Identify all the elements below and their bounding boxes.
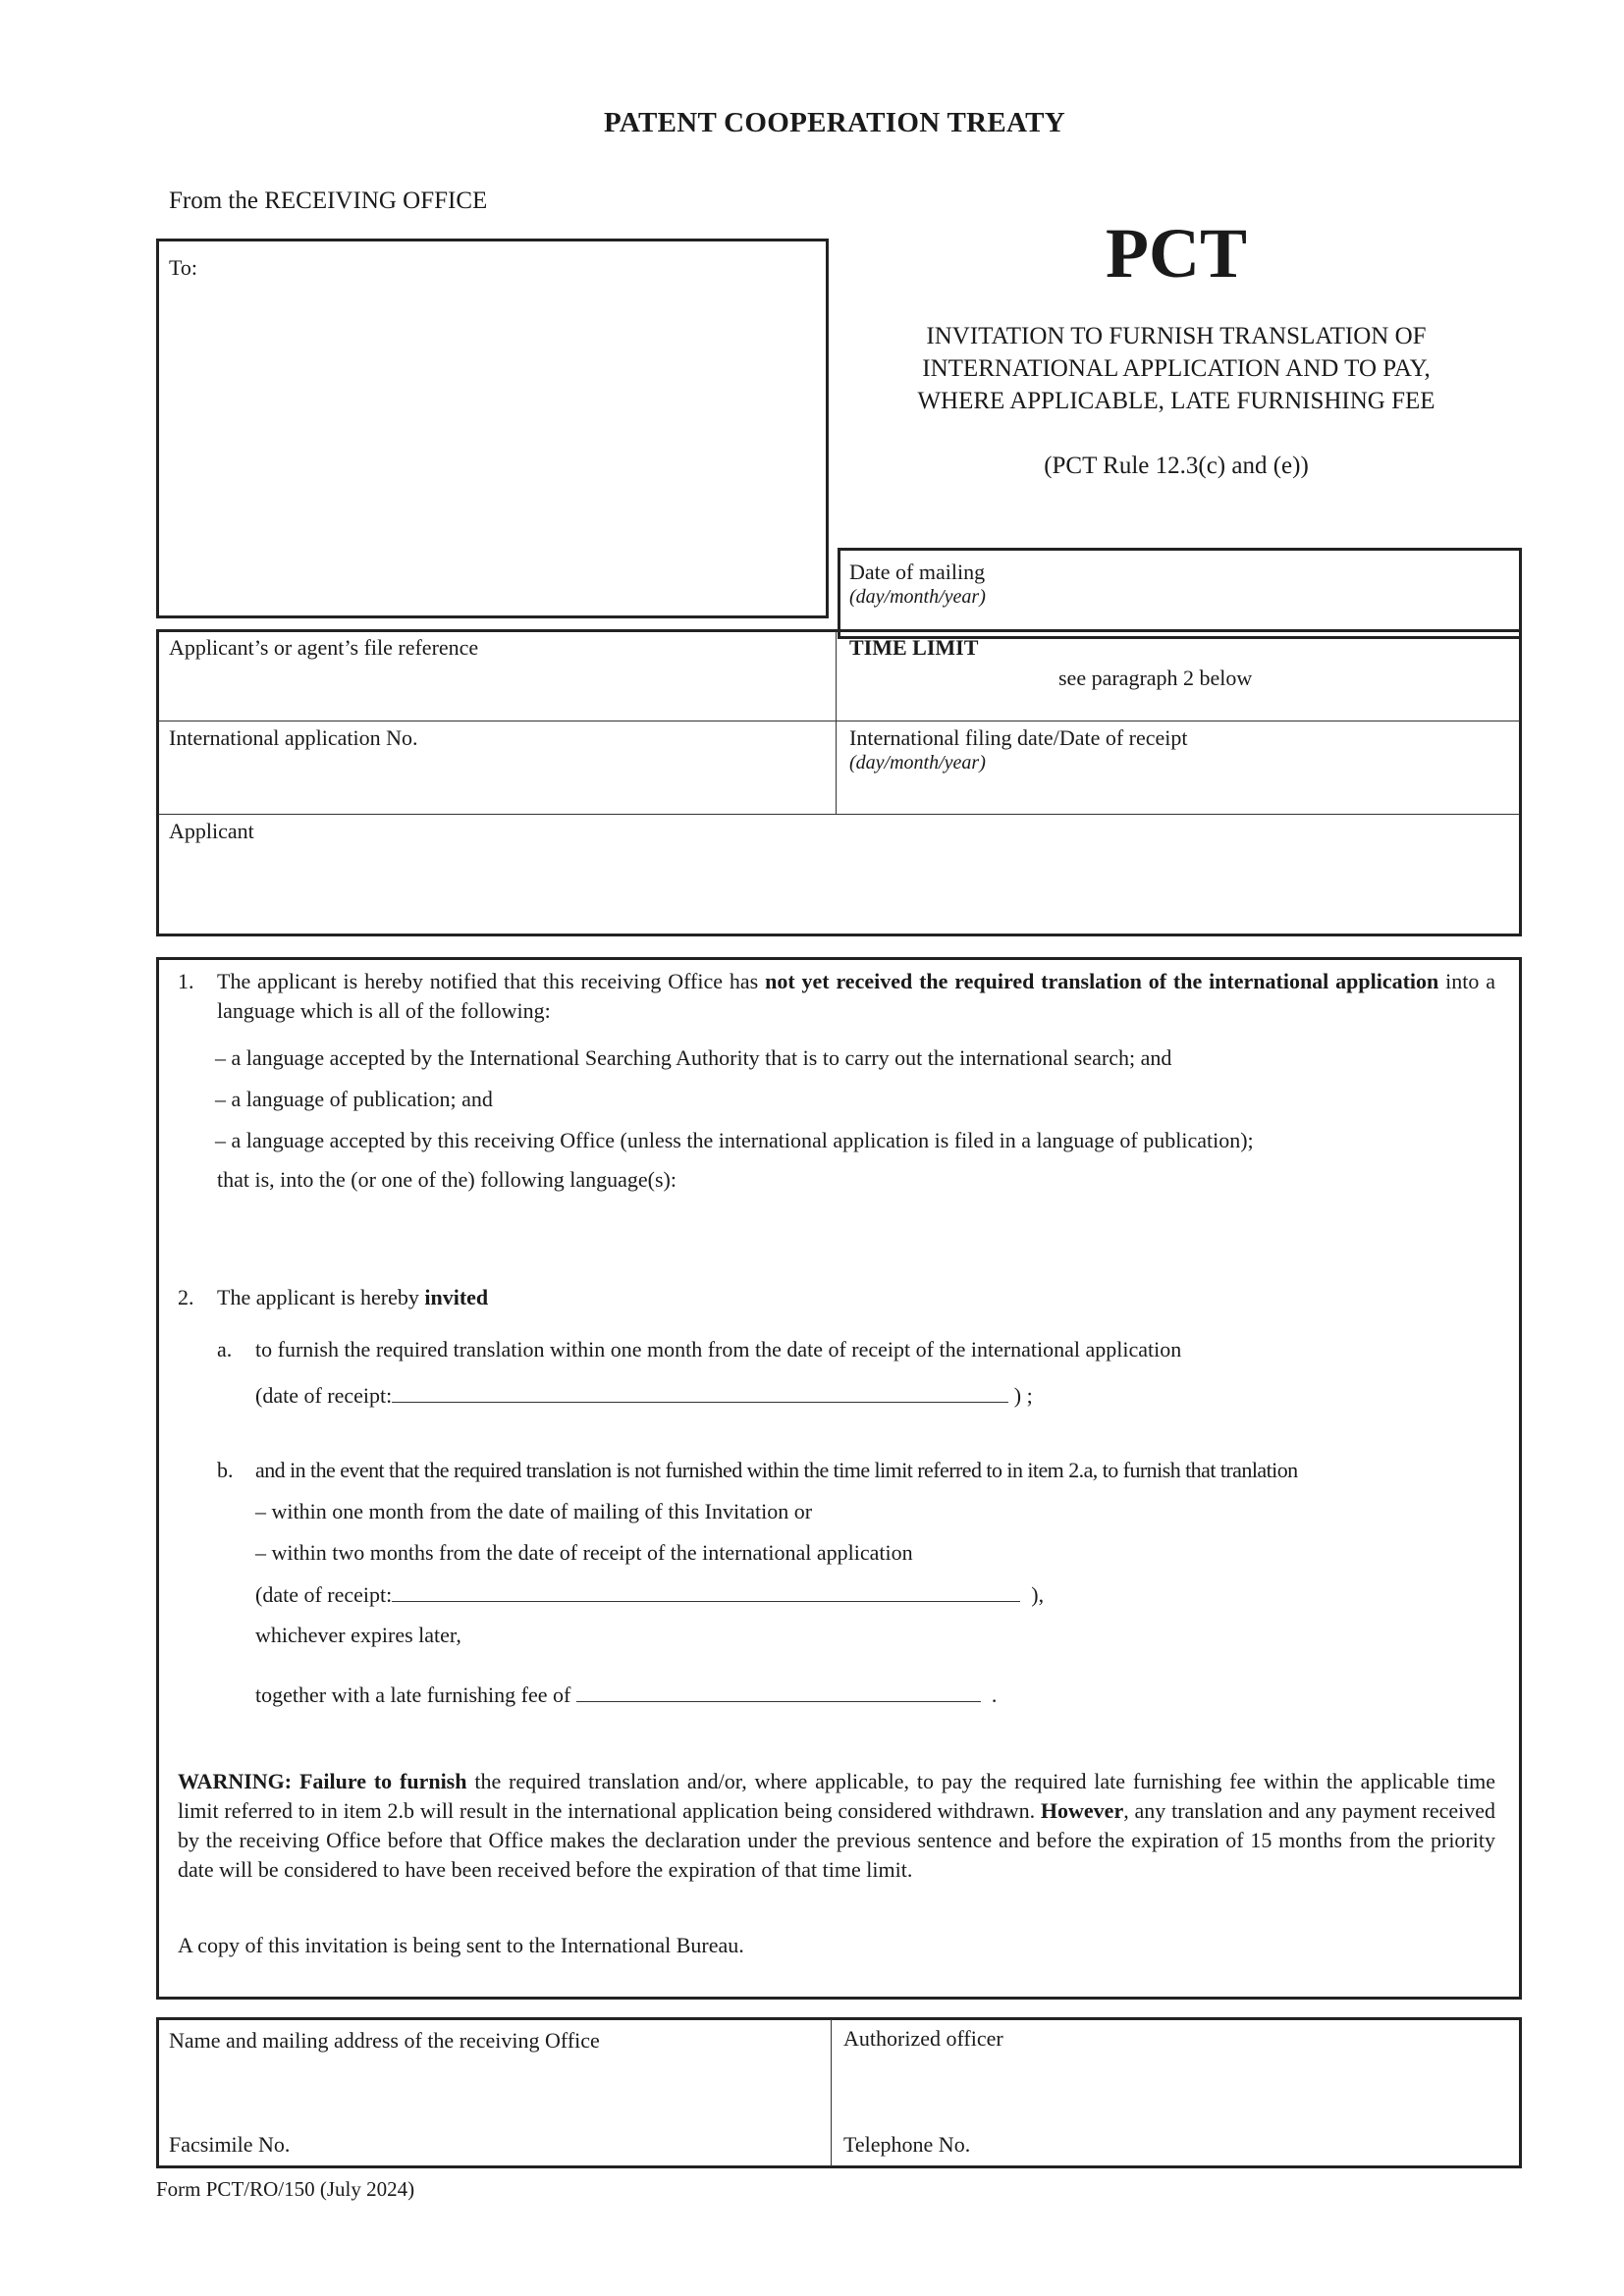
office-address-label: Name and mailing address of the receiving Office: [169, 2028, 600, 2053]
warning-emphasis: Failure to furnish: [298, 1769, 467, 1793]
paragraph-1-text: The applicant is hereby notified that this receiving Office has not yet received the required translation of the international application into a language which is all of the following:: [217, 969, 1495, 1023]
page-title: PATENT COOPERATION TREATY: [604, 107, 1065, 138]
whichever-later-text: whichever expires later,: [255, 1623, 461, 1647]
item-b-option-2: – within two months from the date of receipt of the international application: [255, 1540, 913, 1565]
target-languages-label: that is, into the (or one of the) following language(s):: [217, 1167, 677, 1192]
late-fee-line: together with a late furnishing fee of .: [255, 1680, 997, 1710]
application-details-grid: [156, 629, 1522, 936]
date-of-receipt-b-field[interactable]: [392, 1579, 1020, 1602]
telephone-label: Telephone No.: [843, 2132, 971, 2157]
item-b-date-line: (date of receipt: ),: [255, 1579, 1044, 1610]
paragraph-1-emphasis: not yet received the required translation of the international application: [765, 969, 1439, 993]
paragraph-1-number: 1.: [178, 969, 194, 993]
document-title-line-2: INTERNATIONAL APPLICATION AND TO PAY,: [922, 355, 1431, 382]
warning-however: However: [1040, 1798, 1124, 1823]
date-of-receipt-a-field[interactable]: [392, 1380, 1008, 1403]
item-b-option-1: – within one month from the date of mailing of this Invitation or: [255, 1499, 813, 1523]
grid-divider-2: [158, 814, 1520, 815]
from-office-label: From the RECEIVING OFFICE: [169, 187, 488, 214]
language-condition-3: – a language accepted by this receiving Office (unless the international application is filed in a language of publication);: [215, 1128, 1254, 1152]
item-a-text: to furnish the required translation within one month from the date of receipt of the international application: [255, 1337, 1182, 1362]
item-a-date-line: (date of receipt: ) ;: [255, 1380, 1033, 1411]
paragraph-2-text: The applicant is hereby invited: [217, 1285, 489, 1309]
warning-text: WARNING: Failure to furnish the required translation and/or, where applicable, to pay the required late furnishing fee within the applicable time limit referred to in item 2.b will result in the international application being considered withdrawn. However, any translation and any payment received by the receiving Office before that Office makes the declaration under the previous sentence and before the expiration of 15 months from the priority date will be considered to have been received before the expiration of that time limit.: [178, 1769, 1495, 1882]
applicant-label: Applicant: [169, 819, 254, 843]
time-limit-label: TIME LIMIT: [849, 635, 979, 660]
form-identifier: Form PCT/RO/150 (July 2024): [156, 2177, 415, 2201]
time-limit-note: see paragraph 2 below: [1058, 666, 1253, 690]
paragraph-2-number: 2.: [178, 1285, 194, 1309]
pct-logo-text: PCT: [1106, 214, 1247, 293]
footer-divider: [831, 2019, 832, 2166]
facsimile-label: Facsimile No.: [169, 2132, 291, 2157]
document-title-line-3: WHERE APPLICABLE, LATE FURNISHING FEE: [917, 388, 1435, 414]
paragraph-2-emphasis: invited: [424, 1285, 489, 1309]
to-label: To:: [169, 255, 198, 280]
item-b-label: b.: [217, 1458, 234, 1482]
grid-divider-vertical: [836, 631, 837, 815]
authorized-officer-label: Authorized officer: [843, 2026, 1003, 2051]
filing-date-format-hint: (day/month/year): [849, 752, 986, 774]
language-condition-2: – a language of publication; and: [215, 1087, 493, 1111]
late-fee-amount-field[interactable]: [576, 1680, 981, 1702]
item-b-text: and in the event that the required translation is not furnished within the time limit referred to in item 2.a, to furnish that tranlation: [255, 1458, 1298, 1482]
copy-to-bureau-note: A copy of this invitation is being sent to the International Bureau.: [178, 1933, 744, 1957]
rule-reference: (PCT Rule 12.3(c) and (e)): [1044, 453, 1309, 479]
application-number-label: International application No.: [169, 725, 418, 750]
item-a-label: a.: [217, 1337, 233, 1362]
filing-date-label: International filing date/Date of receipt: [849, 725, 1188, 750]
date-format-hint: (day/month/year): [849, 586, 986, 608]
language-condition-1: – a language accepted by the International Searching Authority that is to carry out the international search; and: [215, 1045, 1172, 1070]
address-box[interactable]: [156, 239, 829, 618]
warning-label: WARNING:: [178, 1769, 293, 1793]
date-of-mailing-label: Date of mailing: [849, 560, 986, 584]
file-reference-label: Applicant’s or agent’s file reference: [169, 635, 479, 660]
document-title-line-1: INVITATION TO FURNISH TRANSLATION OF: [926, 323, 1427, 349]
